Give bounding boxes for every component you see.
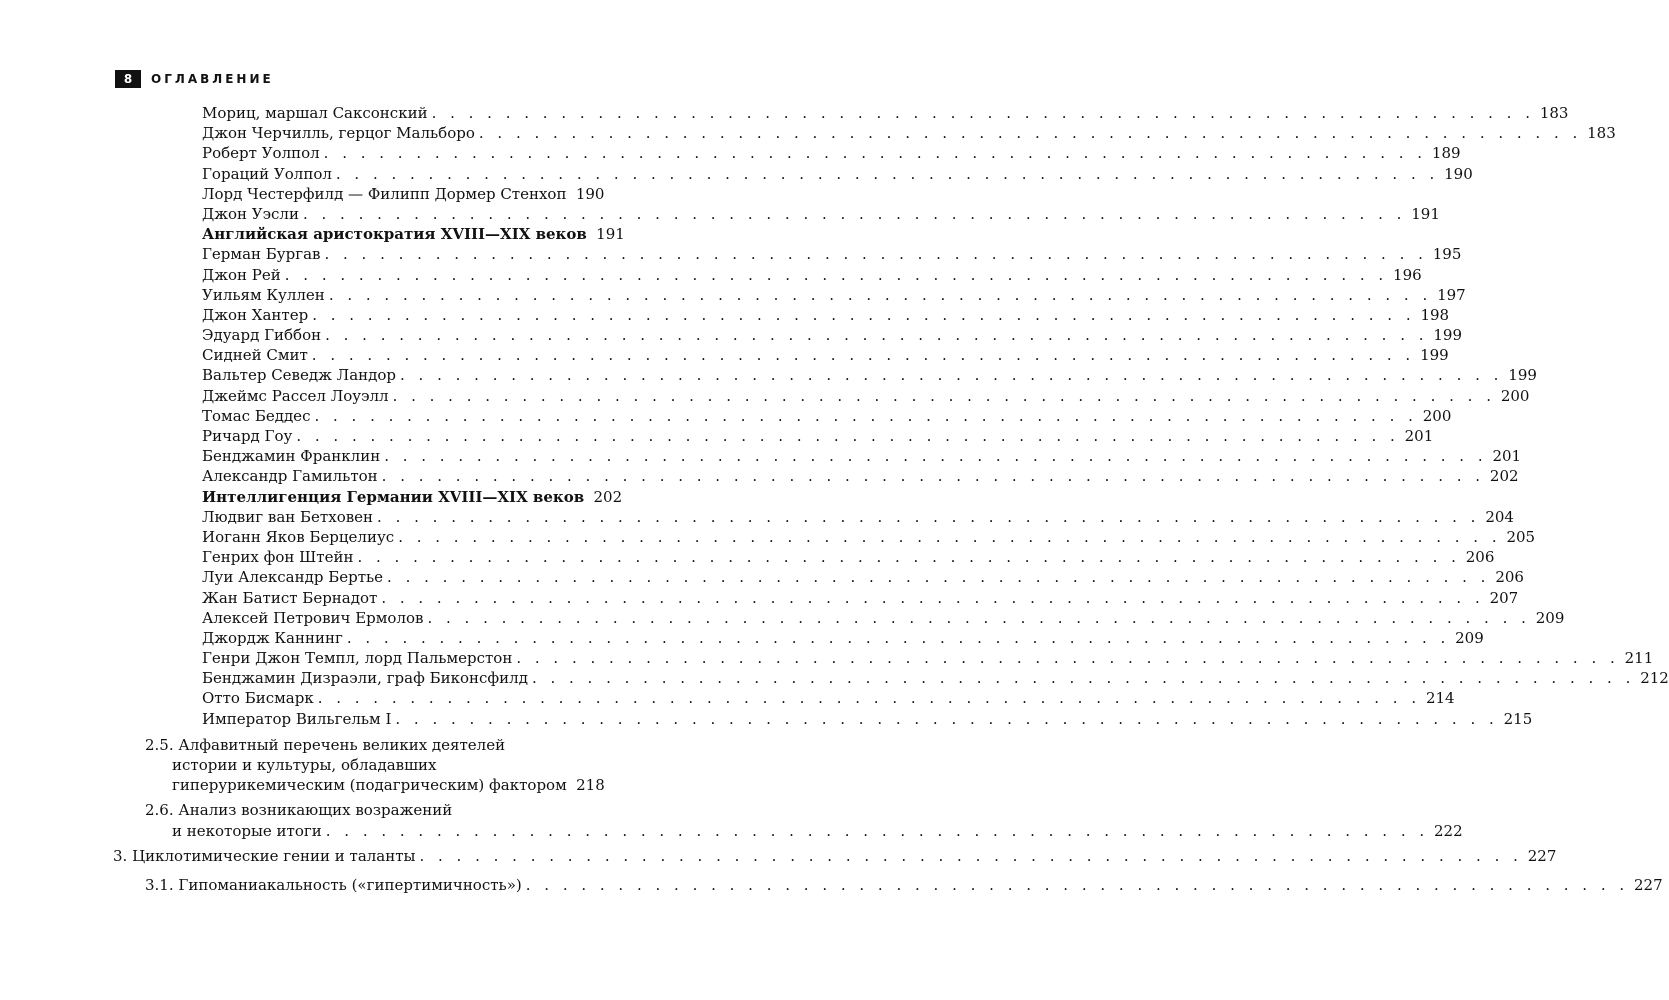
dot-leader: . . . . . . . . . . . . . . . . . . . . . . . . . . . . . . . . . . . . . . . . . . . . . . . . . . . . . . . . . . . . bbox=[296, 427, 1400, 445]
toc-entry bbox=[0, 688, 1455, 708]
toc-entry-page: 183 bbox=[1539, 104, 1569, 122]
dot-leader: . . . . . . . . . . . . . . . . . . . . . . . . . . . . . . . . . . . . . . . . . . . . . . . . . . . . . . . . . . . . bbox=[346, 628, 1450, 647]
dot-leader: . . . . . . . . . . . . . . . . . . . . . . . . . . . . . . . . . . . . . . . . . . . . . . . . . . . . . . . . . . . . bbox=[381, 467, 1485, 486]
toc-entry-page: 209 bbox=[1455, 628, 1484, 647]
dot-leader: . . . . . . . . . . . . . . . . . . . . . . . . . . . . . . . . . . . . . . . . . . . . . . . . . . . . . . . . . . . . bbox=[357, 548, 1461, 567]
dot-leader: . . . . . . . . . . . . . . . . . . . . . . . . . . . . . . . . . . . . . . . . . . . . . . . . . . . . . . . . . . . . bbox=[312, 305, 1416, 324]
toc-entry-page: 209 bbox=[1535, 608, 1565, 627]
toc-entry bbox=[0, 406, 1452, 426]
toc-entry bbox=[0, 648, 1654, 668]
toc-entry-page: 199 bbox=[1420, 346, 1449, 365]
toc-entry bbox=[0, 668, 1669, 688]
toc-entry-page: 206 bbox=[1465, 548, 1495, 567]
toc-entry-title: Лорд Честерфилд — Филипп Дормер Стенхоп bbox=[202, 184, 567, 203]
toc-entry-page: 199 bbox=[1433, 326, 1463, 345]
dot-leader: . . . . . . . . . . . . . . . . . . . . . . . . . . . . . . . . . . . . . . . . . . . . . . . . . . . . . . . . . . . . bbox=[314, 406, 1418, 425]
toc-entry bbox=[0, 547, 1495, 567]
toc-entry bbox=[0, 204, 1440, 224]
toc-entry bbox=[0, 244, 1462, 264]
toc-entry-page: 200 bbox=[1422, 406, 1452, 425]
toc-entry bbox=[0, 527, 1536, 547]
section-title: ОГЛАВЛЕНИЕ bbox=[151, 72, 274, 86]
page-number: 8 bbox=[115, 70, 141, 88]
toc-entry-title: и некоторые итоги bbox=[172, 821, 322, 840]
dot-leader: . . . . . . . . . . . . . . . . . . . . . . . . . . . . . . . . . . . . . . . . . . . . . . . . . . . . . . . . . . . . bbox=[325, 326, 1429, 345]
toc-entry bbox=[0, 709, 1533, 729]
toc-entry-title: Джон Уэсли bbox=[202, 204, 299, 223]
toc-entry-page: 227 bbox=[1527, 846, 1557, 865]
dot-leader: . . . . . . . . . . . . . . . . . . . . . . . . . . . . . . . . . . . . . . . . . . . . . . . . . . . . . . . . . . . . bbox=[302, 204, 1406, 223]
toc-entry bbox=[0, 265, 1422, 285]
dot-leader: . . . . . . . . . . . . . . . . . . . . . . . . . . . . . . . . . . . . . . . . . . . . . . . . . . . . . . . . . . . . bbox=[516, 649, 1620, 668]
toc-entry bbox=[0, 143, 1461, 163]
toc-entry-title: 2.6. Анализ возникающих возражений bbox=[145, 801, 453, 820]
toc-entry bbox=[0, 628, 1484, 648]
toc-entry bbox=[0, 103, 1569, 123]
toc-entry bbox=[0, 365, 1537, 385]
toc-entry-page: 202 bbox=[1489, 467, 1519, 486]
toc-entry bbox=[0, 466, 1519, 486]
toc-entry-page: 183 bbox=[1587, 124, 1616, 143]
toc-entry bbox=[0, 800, 644, 820]
dot-leader: . . . . . . . . . . . . . . . . . . . . . . . . . . . . . . . . . . . . . . . . . . . . . . . . . . . . . . . . . . . . bbox=[387, 568, 1490, 587]
toc-entry-title: Бенджамин Франклин bbox=[202, 447, 381, 466]
toc-entry bbox=[0, 755, 644, 775]
dot-leader: . . . . . . . . . . . . . . . . . . . . . . . . . . . . . . . . . . . . . . . . . . . . . . . . . . . . . . . . . . . . bbox=[284, 265, 1388, 284]
toc-entry-page: 218 bbox=[576, 776, 605, 795]
toc-entry-page: 212 bbox=[1640, 669, 1669, 688]
toc-entry-title: Роберт Уолпол bbox=[202, 144, 320, 163]
dot-leader: . . . . . . . . . . . . . . . . . . . . . . . . . . . . . . . . . . . . . . . . . . . . . . . . . . . . . . . . . . . . bbox=[427, 608, 1531, 627]
toc-entry-title: Алексей Петрович Ермолов bbox=[202, 608, 424, 627]
toc-entry-title: Сидней Смит bbox=[202, 346, 308, 365]
toc-entry-title: Уильям Куллен bbox=[202, 285, 325, 304]
toc-entry bbox=[0, 325, 1463, 345]
toc-entry bbox=[0, 305, 1450, 325]
toc-entry-page: 200 bbox=[1500, 386, 1530, 405]
dot-leader: . . . . . . . . . . . . . . . . . . . . . . . . . . . . . . . . . . . . . . . . . . . . . . . . . . . . . . . . . . . . bbox=[395, 709, 1499, 728]
toc-entry bbox=[0, 735, 644, 755]
toc-entry-page: 201 bbox=[1404, 427, 1434, 445]
toc-entry bbox=[0, 426, 1434, 446]
toc-entry-title: Александр Гамильтон bbox=[202, 467, 378, 486]
toc-entry bbox=[0, 608, 1565, 628]
toc-entry-page: 205 bbox=[1506, 527, 1536, 546]
toc-entry bbox=[0, 123, 1616, 143]
dot-leader: . . . . . . . . . . . . . . . . . . . . . . . . . . . . . . . . . . . . . . . . . . . . . . . . . . . . . . . . . . . . bbox=[478, 124, 1582, 143]
toc-entry-page: 214 bbox=[1425, 689, 1455, 708]
toc-entry-page: 211 bbox=[1624, 649, 1654, 668]
toc-entry-page: 190 bbox=[1444, 164, 1473, 183]
toc-entry-page: 201 bbox=[1492, 447, 1522, 466]
toc-entry-page: 195 bbox=[1432, 245, 1462, 264]
dot-leader: . . . . . . . . . . . . . . . . . . . . . . . . . . . . . . . . . . . . . . . . . . . . . . . . . . . . . . . . . . . . bbox=[384, 447, 1488, 466]
toc-entry bbox=[0, 487, 644, 507]
toc-entry-title: Интеллигенция Германии XVIII—XIX веков bbox=[202, 487, 585, 506]
toc-entry bbox=[0, 386, 1530, 406]
table-of-contents bbox=[0, 103, 1669, 895]
toc-entry-title: Бенджамин Дизраэли, граф Биконсфилд bbox=[202, 669, 528, 688]
toc-entry bbox=[0, 846, 1557, 866]
toc-entry-page: 189 bbox=[1431, 144, 1461, 163]
toc-entry bbox=[0, 164, 1473, 184]
dot-leader: . . . . . . . . . . . . . . . . . . . . . . . . . . . . . . . . . . . . . . . . . . . . . . . . . . . . . . . . . . . . bbox=[311, 346, 1415, 365]
dot-leader: . . . . . . . . . . . . . . . . . . . . . . . . . . . . . . . . . . . . . . . . . . . . . . . . . . . . . . . . . . . . bbox=[324, 245, 1428, 264]
toc-entry-title: Герман Бургав bbox=[202, 245, 321, 264]
toc-entry bbox=[0, 821, 1463, 841]
toc-entry-title: Томас Беддес bbox=[202, 406, 311, 425]
toc-entry-page: 198 bbox=[1420, 305, 1450, 324]
toc-entry-title: 3. Циклотимические гении и таланты bbox=[113, 846, 416, 865]
toc-entry-page: 222 bbox=[1434, 821, 1463, 840]
toc-entry-page: 197 bbox=[1437, 285, 1466, 304]
toc-entry bbox=[0, 224, 644, 244]
toc-entry bbox=[0, 285, 1466, 305]
dot-leader: . . . . . . . . . . . . . . . . . . . . . . . . . . . . . . . . . . . . . . . . . . . . . . . . . . . . . . . . . . . . bbox=[335, 164, 1439, 183]
running-header bbox=[115, 70, 274, 88]
toc-entry-title: 2.5. Алфавитный перечень великих деятелей bbox=[145, 735, 506, 754]
dot-leader: . . . . . . . . . . . . . . . . . . . . . . . . . . . . . . . . . . . . . . . . . . . . . . . . . . . . . . . . . . . . bbox=[317, 689, 1421, 708]
toc-entry-title: Жан Батист Бернадот bbox=[202, 588, 378, 607]
toc-entry bbox=[0, 507, 1514, 527]
toc-entry-page: 206 bbox=[1495, 568, 1524, 587]
toc-entry-title: Отто Бисмарк bbox=[202, 689, 314, 708]
dot-leader: . . . . . . . . . . . . . . . . . . . . . . . . . . . . . . . . . . . . . . . . . . . . . . . . . . . . . . . . . . . . bbox=[323, 144, 1427, 163]
toc-entry-title: Гораций Уолпол bbox=[202, 164, 332, 183]
toc-entry-title: Людвиг ван Бетховен bbox=[202, 507, 374, 526]
toc-entry-page: 191 bbox=[1411, 204, 1440, 223]
toc-entry-title: Английская аристократия XVIII—XIX веков bbox=[202, 225, 587, 244]
dot-leader: . . . . . . . . . . . . . . . . . . . . . . . . . . . . . . . . . . . . . . . . . . . . . . . . . . . . . . . . . . . . bbox=[531, 669, 1635, 688]
toc-entry-title: Джон Хантер bbox=[202, 305, 309, 324]
toc-entry-title: Вальтер Севедж Ландор bbox=[202, 366, 397, 385]
toc-entry bbox=[0, 588, 1519, 608]
toc-entry bbox=[0, 345, 1449, 365]
toc-entry-page: 227 bbox=[1634, 875, 1663, 894]
toc-entry-title: Джордж Каннинг bbox=[202, 628, 343, 647]
toc-entry-title: Генри Джон Темпл, лорд Пальмерстон bbox=[202, 649, 513, 668]
toc-entry-page: 190 bbox=[575, 184, 605, 203]
dot-leader: . . . . . . . . . . . . . . . . . . . . . . . . . . . . . . . . . . . . . . . . . . . . . . . . . . . . . . . . . . . . bbox=[377, 507, 1480, 526]
toc-entry bbox=[0, 446, 1522, 466]
toc-entry-page: 196 bbox=[1393, 265, 1422, 284]
dot-leader: . . . . . . . . . . . . . . . . . . . . . . . . . . . . . . . . . . . . . . . . . . . . . . . . . . . . . . . . . . . . bbox=[398, 527, 1502, 546]
dot-leader: . . . . . . . . . . . . . . . . . . . . . . . . . . . . . . . . . . . . . . . . . . . . . . . . . . . . . . . . . . . . bbox=[325, 821, 1429, 840]
toc-entry-title: Император Вильгельм I bbox=[202, 709, 392, 728]
toc-entry-title: Луи Александр Бертье bbox=[202, 568, 384, 587]
toc-entry-title: Мориц, маршал Саксонский bbox=[202, 104, 428, 122]
dot-leader: . . . . . . . . . . . . . . . . . . . . . . . . . . . . . . . . . . . . . . . . . . . . . . . . . . . . . . . . . . . . bbox=[392, 386, 1496, 405]
toc-entry-page: 207 bbox=[1489, 588, 1519, 607]
dot-leader: . . . . . . . . . . . . . . . . . . . . . . . . . . . . . . . . . . . . . . . . . . . . . . . . . . . . . . . . . . . . bbox=[431, 104, 1535, 122]
toc-entry-title: Джон Рей bbox=[202, 265, 281, 284]
toc-entry-title: 3.1. Гипоманиакальность («гипертимичность») bbox=[145, 875, 522, 894]
toc-entry-title: Ричард Гоу bbox=[202, 427, 293, 445]
dot-leader: . . . . . . . . . . . . . . . . . . . . . . . . . . . . . . . . . . . . . . . . . . . . . . . . . . . . . . . . . . . . bbox=[400, 366, 1503, 385]
toc-entry-page: 202 bbox=[593, 487, 623, 506]
toc-entry-title: Джон Черчилль, герцог Мальборо bbox=[202, 124, 475, 143]
toc-entry-title: истории и культуры, обладавших bbox=[172, 756, 437, 774]
toc-entry-page: 191 bbox=[596, 225, 625, 244]
toc-entry-page: 199 bbox=[1508, 366, 1537, 385]
dot-leader: . . . . . . . . . . . . . . . . . . . . . . . . . . . . . . . . . . . . . . . . . . . . . . . . . . . . . . . . . . . . bbox=[419, 846, 1523, 865]
toc-entry bbox=[0, 184, 644, 204]
toc-entry bbox=[0, 567, 1524, 587]
toc-entry-title: Эдуард Гиббон bbox=[202, 326, 322, 345]
toc-entry-title: гиперурикемическим (подагрическим) фактором bbox=[172, 776, 567, 795]
toc-entry-title: Джеймс Рассел Лоуэлл bbox=[202, 386, 389, 405]
toc-entry-title: Генрих фон Штейн bbox=[202, 548, 354, 567]
dot-leader: . . . . . . . . . . . . . . . . . . . . . . . . . . . . . . . . . . . . . . . . . . . . . . . . . . . . . . . . . . . . bbox=[381, 588, 1485, 607]
toc-entry-title: Иоганн Яков Берцелиус bbox=[202, 527, 395, 546]
dot-leader: . . . . . . . . . . . . . . . . . . . . . . . . . . . . . . . . . . . . . . . . . . . . . . . . . . . . . . . . . . . . bbox=[525, 875, 1629, 894]
toc-entry bbox=[0, 775, 644, 795]
toc-entry-page: 215 bbox=[1503, 709, 1533, 728]
toc-entry bbox=[0, 875, 1663, 895]
toc-entry-page: 204 bbox=[1485, 507, 1514, 526]
dot-leader: . . . . . . . . . . . . . . . . . . . . . . . . . . . . . . . . . . . . . . . . . . . . . . . . . . . . . . . . . . . . bbox=[328, 285, 1432, 304]
